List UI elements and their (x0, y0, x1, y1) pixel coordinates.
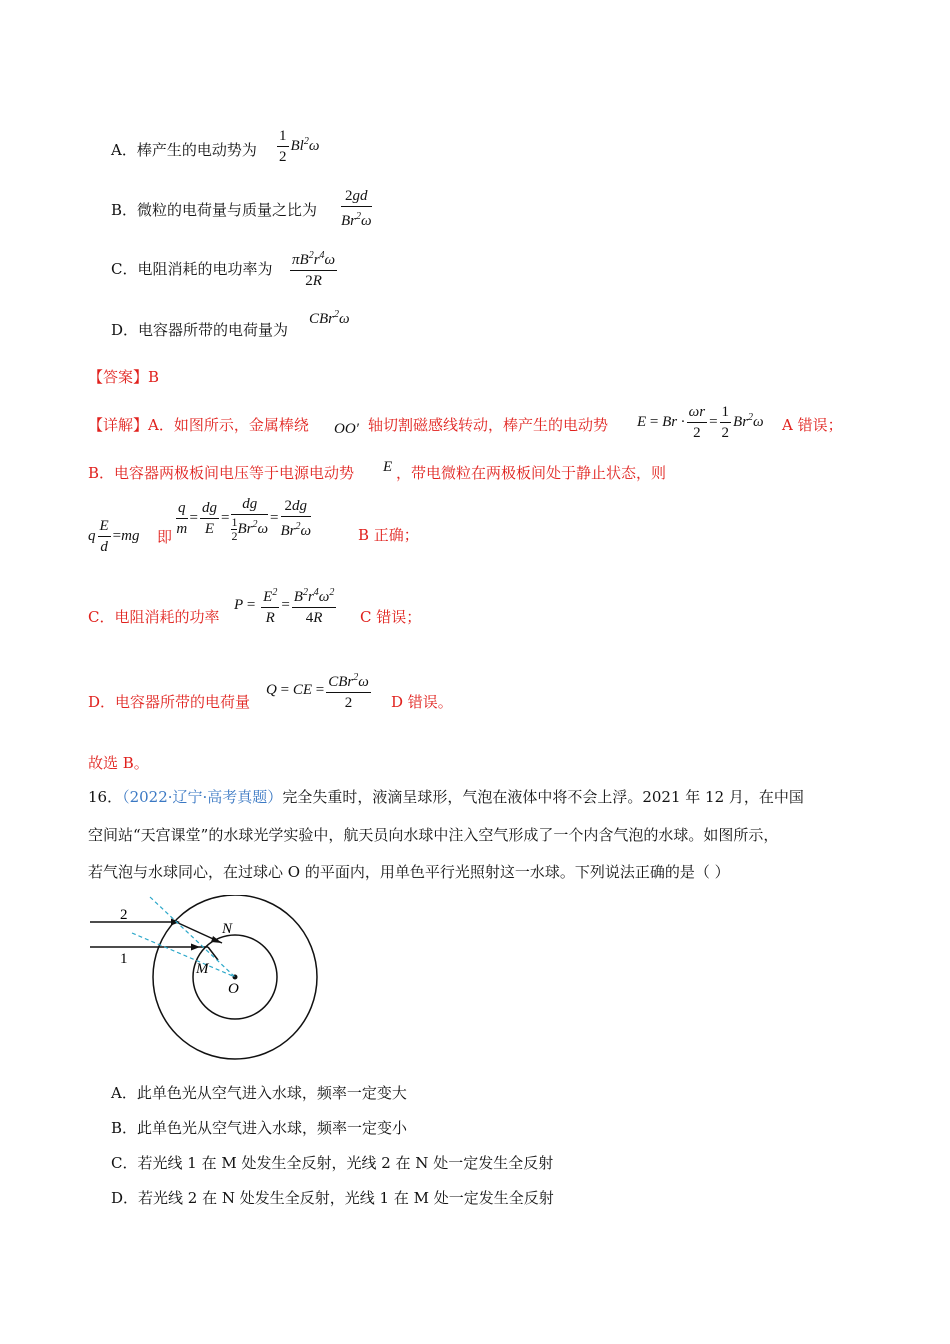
normal-line-2 (132, 933, 235, 977)
detail-a-line-2: 轴切割磁感线转动，棒产生的电动势 (368, 416, 609, 434)
option-d: D．电容器所带的电荷量为 (111, 321, 289, 339)
question-line-2: 空间站“天宫课堂”的水球光学实验中，航天员向水球中注入空气形成了一个内含气泡的水球。如图所示， (88, 826, 779, 844)
ray-2-label: 2 (120, 907, 128, 923)
formula-charge: Q = CE = $\frac{CBr^2\omega}{2}$ (266, 668, 373, 713)
formula-b: $\frac{2gd}{Br^2\omega}$ (341, 188, 372, 229)
q16-option-c: C．若光线 1 在 M 处发生全反射，光线 2 在 N 处一定发生全反射 (111, 1154, 554, 1172)
answer-line: 【答案】B (88, 368, 160, 386)
conclusion: 故选 B。 (88, 754, 149, 772)
point-n-label: N (222, 921, 233, 937)
axis-oo: OO′ (334, 421, 359, 437)
question-line-3: 若气泡与水球同心，在过球心 O 的平面内，用单色平行光照射这一水球。下列说法正确的是（ ） (88, 863, 730, 881)
q16-option-d: D．若光线 2 在 N 处发生全反射，光线 1 在 M 处一定发生全反射 (111, 1189, 554, 1207)
formula-c: $\frac{\pi B^2r^4\omega}{2R}$ (288, 246, 339, 291)
detail-b-line: B．电容器两极板间电压等于电源电动势 (88, 464, 355, 482)
detail-a-verdict: A 错误； (782, 416, 843, 434)
formula-power: P = $\frac{E^2}{R}$ = $\frac{B^2r^4\omega^2}{4R}$ (234, 583, 338, 628)
symbol-e: E (383, 459, 393, 475)
option-a: A．棒产生的电动势为 (111, 141, 257, 159)
formula-a: $\frac{1}{2}$ Bl$^2$ω (279, 128, 320, 165)
detail-a-line: 【详解】A．如图所示，金属棒绕 (88, 416, 309, 434)
formula-ratio: $\frac{q}{m}$ = $\frac{dg}{E}$ = dg $\frac{1}{2}$ Br$^2$ω = $\frac{2dg}{Br^2\omega}$ (176, 496, 312, 544)
option-b: B．微粒的电荷量与质量之比为 (111, 201, 318, 219)
option-c: C．电阻消耗的电功率为 (111, 260, 273, 278)
question-line-1: 16．（2022·辽宁·高考真题）完全失重时，液滴呈球形，气泡在液体中将不会上浮。2021 年 12 月，在中国 (88, 788, 804, 806)
q16-option-a: A．此单色光从空气进入水球，频率一定变大 (111, 1084, 407, 1102)
detail-d-line: D．电容器所带的电荷量 (88, 693, 251, 711)
detail-c-line: C．电阻消耗的功率 (88, 608, 220, 626)
formula-emf: E = Br · $\frac{\omega r}{2}$ = $\frac{1}{2}$ Br$^2$ω (637, 404, 764, 441)
bubble-diagram (80, 895, 340, 1060)
detail-b-verdict: B 正确； (358, 526, 419, 544)
ji-label: 即 (157, 528, 173, 546)
detail-b-line-2: ，带电微粒在两极板间处于静止状态，则 (396, 464, 667, 482)
ray-1-refracted (208, 947, 218, 960)
detail-c-verdict: C 错误； (360, 608, 422, 626)
ray-1-label: 1 (120, 951, 128, 967)
formula-d: CBr$^2$ω (309, 309, 350, 327)
point-m-label: M (196, 961, 209, 977)
q16-option-b: B．此单色光从空气进入水球，频率一定变小 (111, 1119, 408, 1137)
formula-balance: q $\frac{E}{d}$ =mg (88, 518, 140, 555)
detail-d-verdict: D 错误。 (391, 693, 453, 711)
ray-1-arrow (191, 944, 200, 951)
center-o-label: O (228, 981, 239, 997)
